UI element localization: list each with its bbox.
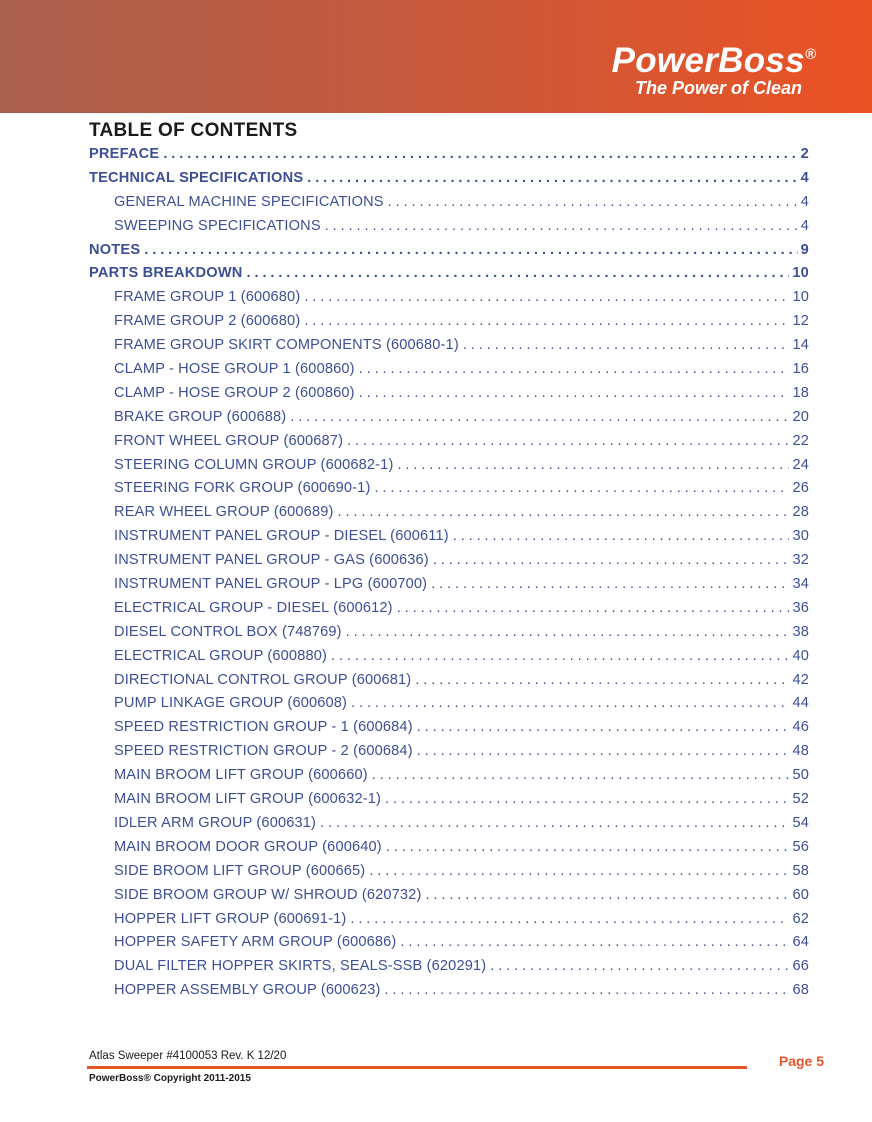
toc-entry-label: MAIN BROOM DOOR GROUP (600640)	[114, 838, 382, 855]
toc-dot-leader	[163, 143, 797, 167]
toc-entry-label: SWEEPING SPECIFICATIONS	[114, 217, 321, 234]
toc-dot-leader	[397, 597, 790, 621]
toc-dot-leader	[417, 740, 790, 764]
logo-brand-name: PowerBoss	[611, 41, 805, 80]
toc-entry-page: 30	[792, 528, 809, 545]
toc-entry-label: SIDE BROOM LIFT GROUP (600665)	[114, 862, 366, 879]
toc-subsection-link[interactable]	[89, 454, 809, 478]
toc-section-link[interactable]	[89, 239, 809, 263]
toc-dot-leader	[417, 716, 790, 740]
toc-dot-leader	[463, 334, 790, 358]
toc-entry-label: NOTES	[89, 241, 141, 258]
toc-entry-label: STEERING COLUMN GROUP (600682-1)	[114, 456, 394, 473]
toc-entry-page: 26	[792, 480, 809, 497]
toc-subsection-link[interactable]	[89, 406, 809, 430]
toc-entry-page: 54	[792, 814, 809, 831]
toc-dot-leader	[325, 215, 798, 239]
toc-dot-leader	[400, 931, 789, 955]
toc-dot-leader	[388, 191, 798, 215]
toc-dot-leader	[490, 955, 789, 979]
toc-dot-leader	[359, 358, 790, 382]
toc-subsection-link[interactable]	[89, 191, 809, 215]
toc-subsection-link[interactable]	[89, 740, 809, 764]
toc-entry-label: PUMP LINKAGE GROUP (600608)	[114, 695, 348, 712]
toc-dot-leader	[359, 382, 790, 406]
toc-entry-page: 4	[800, 193, 809, 210]
toc-dot-leader	[290, 406, 789, 430]
toc-entry-page: 46	[792, 719, 809, 736]
toc-entry-page: 28	[792, 504, 809, 521]
footer-document-id: Atlas Sweeper #4100053 Rev. K 12/20	[89, 1050, 287, 1062]
toc-entry-label: BRAKE GROUP (600688)	[114, 408, 287, 425]
toc-entry-page: 66	[792, 958, 809, 975]
toc-subsection-link[interactable]	[89, 525, 809, 549]
toc-entry-label: HOPPER LIFT GROUP (600691-1)	[114, 910, 347, 927]
toc-entry-page: 24	[792, 456, 809, 473]
toc-list	[89, 143, 809, 1003]
toc-subsection-link[interactable]	[89, 669, 809, 693]
toc-entry-page: 32	[792, 552, 809, 569]
toc-entry-page: 16	[792, 361, 809, 378]
toc-entry-page: 22	[792, 432, 809, 449]
toc-dot-leader	[433, 549, 790, 573]
toc-dot-leader	[307, 167, 797, 191]
toc-entry-page: 4	[800, 217, 809, 234]
toc-subsection-link[interactable]	[89, 979, 809, 1003]
toc-entry-label: INSTRUMENT PANEL GROUP - DIESEL (600611)	[114, 528, 449, 545]
toc-subsection-link[interactable]	[89, 310, 809, 334]
toc-dot-leader	[350, 908, 789, 932]
toc-entry-page: 50	[792, 767, 809, 784]
toc-entry-page: 12	[792, 313, 809, 330]
toc-dot-leader	[351, 692, 789, 716]
toc-entry-label: TECHNICAL SPECIFICATIONS	[89, 169, 304, 186]
toc-entry-label: PREFACE	[89, 146, 160, 162]
toc-dot-leader	[320, 812, 789, 836]
toc-dot-leader	[374, 477, 789, 501]
toc-entry-page: 58	[792, 862, 809, 879]
toc-entry-label: ELECTRICAL GROUP - DIESEL (600612)	[114, 599, 393, 616]
toc-entry-page: 10	[792, 289, 809, 306]
toc-dot-leader	[304, 286, 789, 310]
toc-dot-leader	[386, 836, 790, 860]
toc-entry-page: 34	[792, 576, 809, 593]
toc-dot-leader	[425, 884, 789, 908]
toc-entry-label: PARTS BREAKDOWN	[89, 265, 243, 282]
toc-section-link[interactable]	[89, 167, 809, 191]
toc-entry-page: 44	[792, 695, 809, 712]
toc-subsection-link[interactable]	[89, 812, 809, 836]
toc-entry-label: DUAL FILTER HOPPER SKIRTS, SEALS-SSB (620291)	[114, 958, 487, 975]
toc-dot-leader	[369, 860, 789, 884]
toc-entry-page: 9	[800, 241, 809, 258]
toc-entry-label: MAIN BROOM LIFT GROUP (600660)	[114, 767, 368, 784]
toc-subsection-link[interactable]	[89, 860, 809, 884]
toc-subsection-link[interactable]	[89, 621, 809, 645]
toc-entry-label: CLAMP - HOSE GROUP 1 (600860)	[114, 361, 355, 378]
toc-dot-leader	[397, 454, 789, 478]
toc-entry-label: SIDE BROOM GROUP W/ SHROUD (620732)	[114, 886, 422, 903]
toc-entry-label: FRAME GROUP 2 (600680)	[114, 313, 301, 330]
toc-entry-page: 38	[792, 623, 809, 640]
toc-entry-label: IDLER ARM GROUP (600631)	[114, 814, 317, 831]
toc-entry-label: DIRECTIONAL CONTROL GROUP (600681)	[114, 671, 412, 688]
toc-subsection-link[interactable]	[89, 645, 809, 669]
toc-entry-label: INSTRUMENT PANEL GROUP - GAS (600636)	[114, 552, 429, 569]
toc-section-link[interactable]	[89, 262, 809, 286]
toc-entry-page: 60	[792, 886, 809, 903]
toc-entry-page: 68	[792, 982, 809, 999]
toc-entry-page: 10	[792, 265, 809, 282]
toc-entry-page: 18	[792, 384, 809, 401]
toc-entry-page: 62	[792, 910, 809, 927]
toc-subsection-link[interactable]	[89, 908, 809, 932]
toc-dot-leader	[415, 669, 789, 693]
toc-entry-page: 14	[792, 337, 809, 354]
toc-subsection-link[interactable]	[89, 931, 809, 955]
toc-entry-label: HOPPER SAFETY ARM GROUP (600686)	[114, 934, 397, 951]
footer-page-number: Page 5	[778, 1053, 824, 1069]
footer-copyright: PowerBoss® Copyright 2011-2015	[89, 1073, 251, 1084]
toc-entry-label: SPEED RESTRICTION GROUP - 2 (600684)	[114, 743, 413, 760]
toc-dot-leader	[338, 501, 790, 525]
toc-entry-page: 42	[792, 671, 809, 688]
toc-entry-page: 36	[792, 599, 809, 616]
toc-subsection-link[interactable]	[89, 430, 809, 454]
toc-entry-label: MAIN BROOM LIFT GROUP (600632-1)	[114, 791, 382, 808]
toc-entry-label: FRAME GROUP 1 (600680)	[114, 289, 301, 306]
toc-dot-leader	[144, 239, 797, 263]
logo-registered-mark: ®	[804, 46, 816, 63]
toc-subsection-link[interactable]	[89, 286, 809, 310]
toc-subsection-link[interactable]	[89, 334, 809, 358]
logo-tagline: The Power of Clean	[634, 78, 802, 98]
toc-entry-page: 48	[792, 743, 809, 760]
toc-entry-label: SPEED RESTRICTION GROUP - 1 (600684)	[114, 719, 413, 736]
toc-subsection-link[interactable]	[89, 884, 809, 908]
toc-entry-page: 56	[792, 838, 809, 855]
toc-entry-label: GENERAL MACHINE SPECIFICATIONS	[114, 193, 384, 210]
toc-dot-leader	[431, 573, 789, 597]
toc-subsection-link[interactable]	[89, 836, 809, 860]
toc-subsection-link[interactable]	[89, 716, 809, 740]
toc-entry-label: DIESEL CONTROL BOX (748769)	[114, 623, 342, 640]
toc-subsection-link[interactable]	[89, 501, 809, 525]
powerboss-logo	[612, 42, 816, 98]
toc-subsection-link[interactable]	[89, 382, 809, 406]
toc-entry-label: HOPPER ASSEMBLY GROUP (600623)	[114, 982, 381, 999]
toc-subsection-link[interactable]	[89, 549, 809, 573]
toc-subsection-link[interactable]	[89, 215, 809, 239]
toc-dot-leader	[347, 430, 789, 454]
toc-dot-leader	[372, 764, 790, 788]
toc-entry-page: 64	[792, 934, 809, 951]
toc-dot-leader	[247, 262, 790, 286]
toc-entry-label: INSTRUMENT PANEL GROUP - LPG (600700)	[114, 576, 428, 593]
toc-dot-leader	[385, 979, 790, 1003]
toc-entry-page: 2	[800, 146, 809, 162]
toc-entry-page: 52	[792, 791, 809, 808]
footer-divider	[87, 1066, 747, 1069]
toc-dot-leader	[453, 525, 790, 549]
toc-entry-label: REAR WHEEL GROUP (600689)	[114, 504, 334, 521]
toc-subsection-link[interactable]	[89, 788, 809, 812]
toc-section-link[interactable]	[89, 143, 809, 167]
toc-dot-leader	[385, 788, 789, 812]
toc-subsection-link[interactable]	[89, 597, 809, 621]
toc-subsection-link[interactable]	[89, 955, 809, 979]
toc-entry-label: STEERING FORK GROUP (600690-1)	[114, 480, 371, 497]
toc-subsection-link[interactable]	[89, 358, 809, 382]
toc-entry-page: 20	[792, 408, 809, 425]
toc-subsection-link[interactable]	[89, 573, 809, 597]
toc-entry-page: 4	[800, 169, 809, 186]
toc-entry-label: CLAMP - HOSE GROUP 2 (600860)	[114, 384, 355, 401]
toc-dot-leader	[346, 621, 790, 645]
toc-title: TABLE OF CONTENTS	[89, 120, 298, 141]
toc-dot-leader	[304, 310, 789, 334]
toc-dot-leader	[331, 645, 789, 669]
toc-entry-label: FRAME GROUP SKIRT COMPONENTS (600680-1)	[114, 337, 459, 354]
toc-entry-label: FRONT WHEEL GROUP (600687)	[114, 432, 344, 449]
toc-subsection-link[interactable]	[89, 692, 809, 716]
toc-entry-page: 40	[792, 647, 809, 664]
page-header-banner	[0, 0, 872, 113]
toc-entry-label: ELECTRICAL GROUP (600880)	[114, 647, 328, 664]
toc-subsection-link[interactable]	[89, 764, 809, 788]
toc-subsection-link[interactable]	[89, 477, 809, 501]
